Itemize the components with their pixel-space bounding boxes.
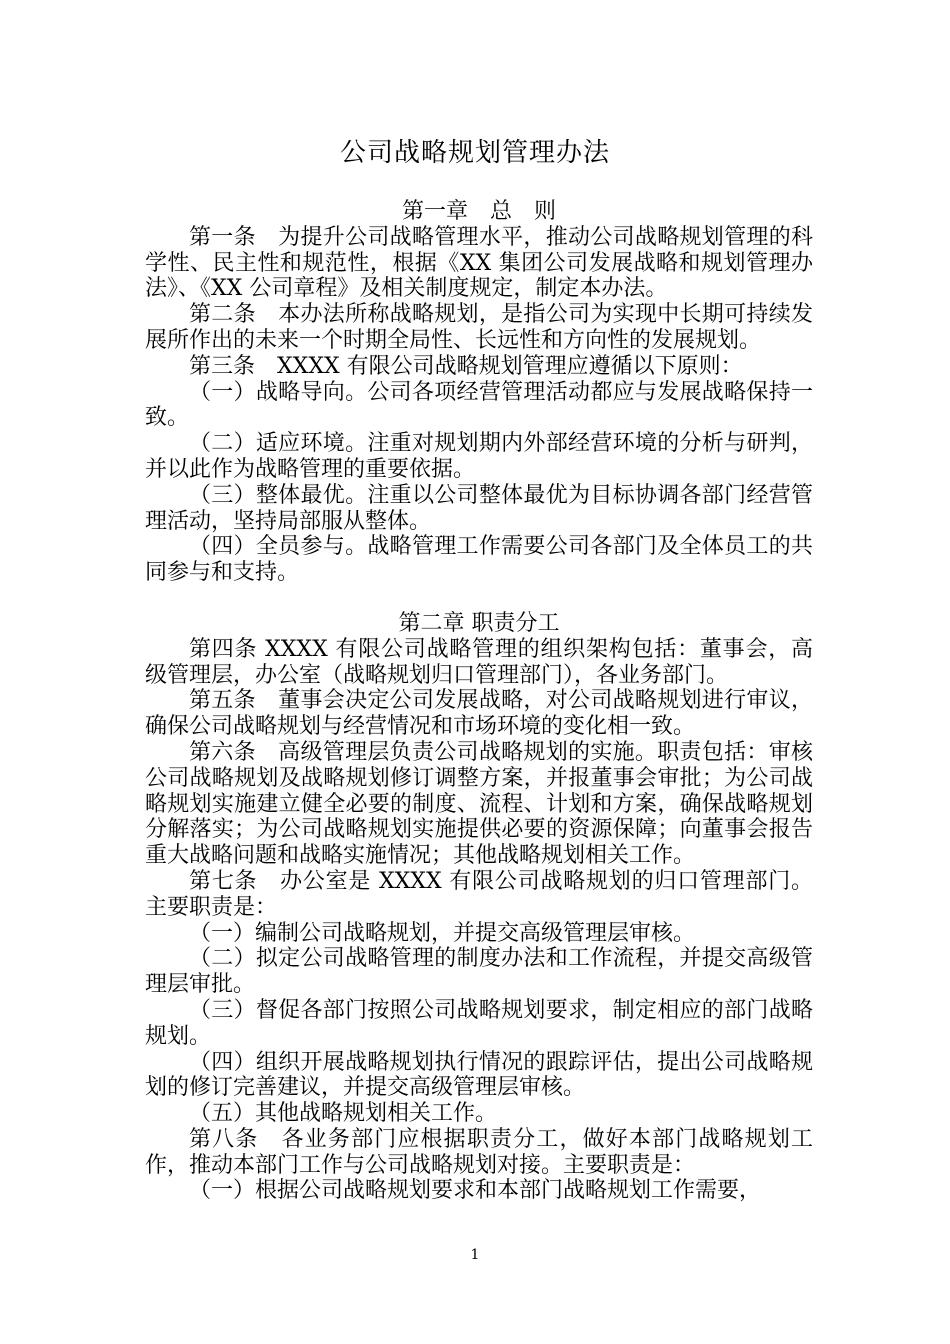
- document-title: 公司战略规划管理办法: [339, 138, 610, 168]
- article-2: 第二条 本办法所称战略规划，是指公司为实现中长期可持续发展所作出的未来一个时期全局性、长远性和方向性的发展规划。: [145, 302, 813, 353]
- principle-3: （三）整体最优。注重以公司整体最优为目标协调各部门经营管理活动，坚持局部服从整体。: [145, 482, 813, 534]
- article-1: 第一条 为提升公司战略管理水平，推动公司战略规划管理的科学性、民主性和规范性，根据《XX 集团公司发展战略和规划管理办法》、《XX 公司章程》及相关制度规定，制定本办法。: [145, 224, 813, 302]
- article-4: 第四条 XXXX 有限公司战略管理的组织架构包括：董事会，高级管理层，办公室（战略规划归口管理部门），各业务部门。: [145, 636, 813, 688]
- principle-2: （二）适应环境。注重对规划期内外部经营环境的分析与研判，并以此作为战略管理的重要依据。: [145, 431, 813, 482]
- article-7: 第七条 办公室是 XXXX 有限公司战略规划的归口管理部门。主要职责是：: [145, 868, 813, 920]
- chapter-spacer: [145, 586, 813, 611]
- article-5: 第五条 董事会决定公司发展战略，对公司战略规划进行审议，确保公司战略规划与经营情况和市场环境的变化相一致。: [145, 688, 813, 740]
- article-6: 第六条 高级管理层负责公司战略规划的实施。职责包括：审核公司战略规划及战略规划修订调整方案，并报董事会审批；为公司战略规划实施建立健全必要的制度、流程、计划和方案，确保战略规划分解落实；为公司战略规划实施提供必要的资源保障；向董事会报告重大战略问题和战略实施情况；其他战略规划相关工作。: [145, 739, 813, 869]
- document-body: [145, 199, 813, 1204]
- duty-2: （二）拟定公司战略管理的制度办法和工作流程，并提交高级管理层审批。: [145, 946, 813, 998]
- principle-1: （一）战略导向。公司各项经营管理活动都应与发展战略保持一致。: [145, 379, 813, 431]
- duty-3: （三）督促各部门按照公司战略规划要求，制定相应的部门战略规划。: [145, 997, 813, 1049]
- chapter-1-heading: 第一章 总 则: [401, 199, 556, 224]
- chapter-2-heading: 第二章 职责分工: [398, 610, 560, 636]
- article-3: 第三条 XXXX 有限公司战略规划管理应遵循以下原则：: [189, 353, 743, 379]
- dept-duty-1: （一）根据公司战略规划要求和本部门战略规划工作需要，: [189, 1178, 762, 1204]
- article-8: 第八条 各业务部门应根据职责分工，做好本部门战略规划工作，推动本部门工作与公司战略规划对接。主要职责是：: [145, 1126, 813, 1178]
- duty-4: （四）组织开展战略规划执行情况的跟踪评估，提出公司战略规划的修订完善建议，并提交高级管理层审核。: [145, 1049, 813, 1101]
- duty-1: （一）编制公司战略规划，并提交高级管理层审核。: [189, 920, 696, 946]
- page-number: 1: [470, 1247, 480, 1263]
- duty-5: （五）其他战略规划相关工作。: [189, 1101, 498, 1127]
- principle-4: （四）全员参与。战略管理工作需要公司各部门及全体员工的共同参与和支持。: [145, 534, 813, 586]
